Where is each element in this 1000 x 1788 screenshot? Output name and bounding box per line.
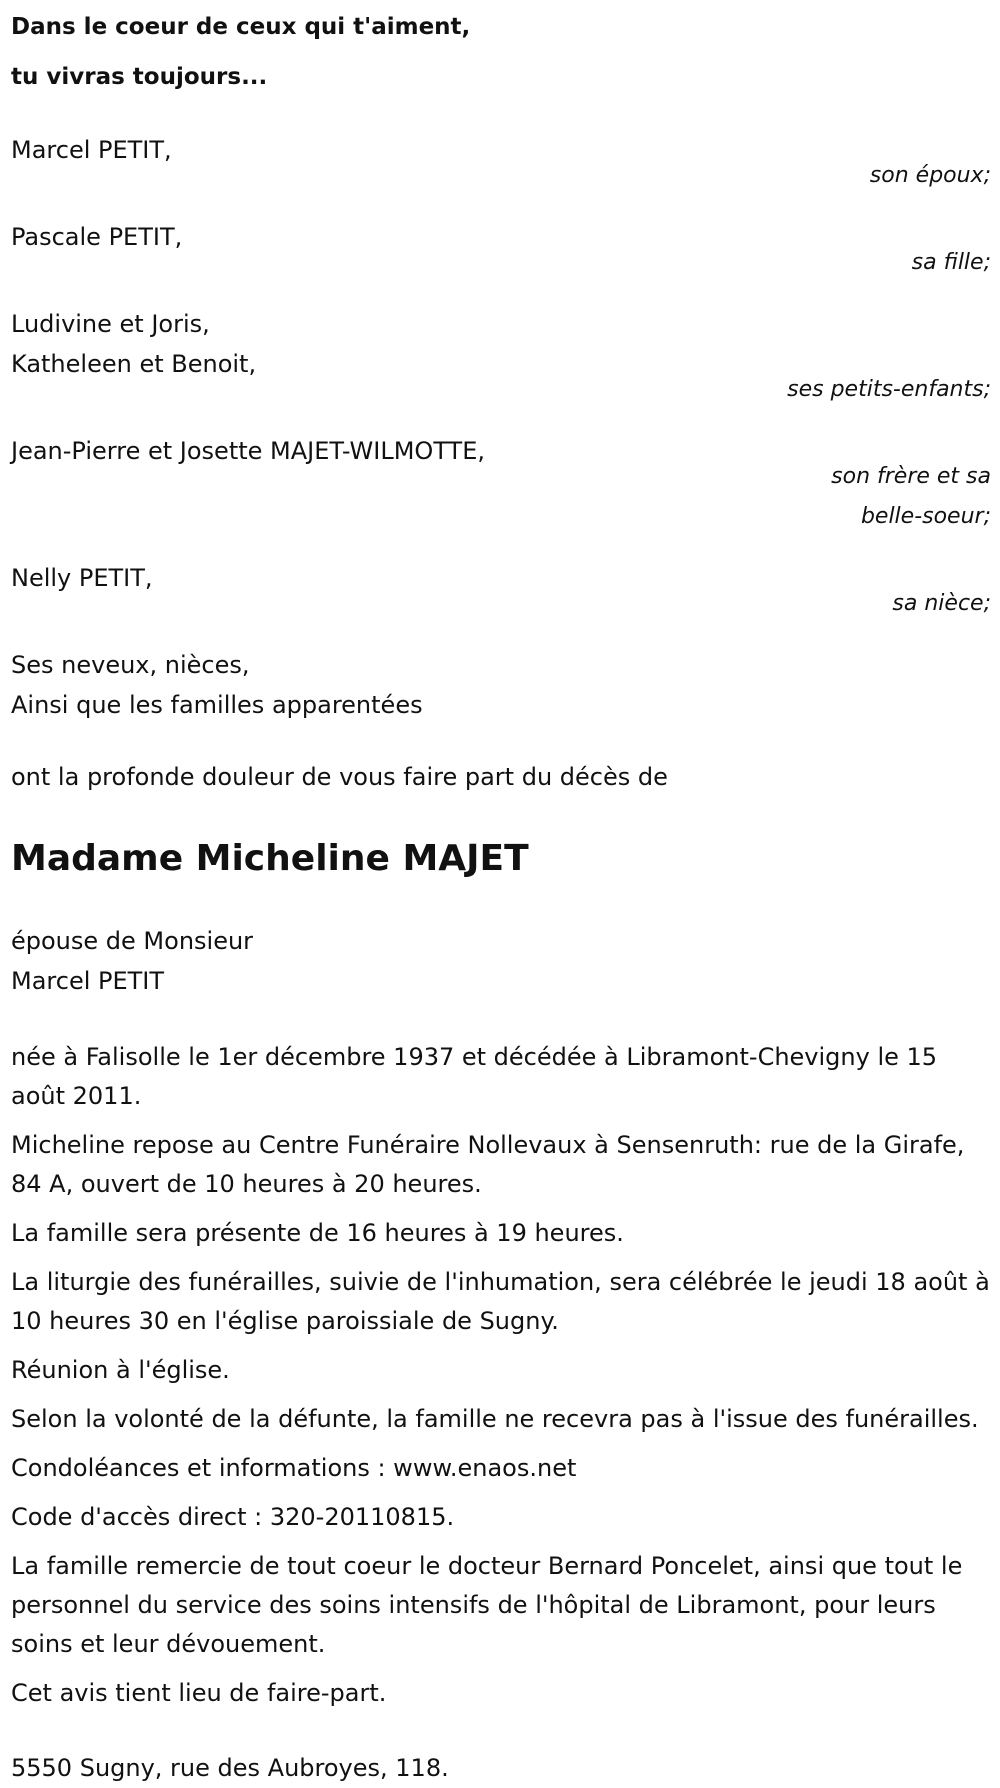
motto-line-2: tu vivras toujours...	[11, 64, 268, 90]
family-entry	[11, 130, 991, 196]
relation-text: son frère et sa	[831, 464, 991, 489]
funeral-paragraph: La liturgie des funérailles, suivie de l'inhumation, sera célébrée le jeudi 18 août à 10 heures 30 en l'église paroissiale de Sugny.	[11, 1268, 990, 1335]
wishes-paragraph: Selon la volonté de la défunte, la famille ne recevra pas à l'issue des funérailles.	[11, 1405, 979, 1433]
access-code-paragraph: Code d'accès direct : 320-20110815.	[11, 1503, 455, 1531]
relation-text: belle-soeur;	[860, 504, 991, 529]
motto	[11, 2, 991, 102]
thanks-paragraph: La famille remercie de tout coeur le docteur Bernard Poncelet, ainsi que tout le personnel du service des soins intensifs de l'hôpital de Libramont, pour leurs soins et leur dévouement.	[11, 1552, 963, 1658]
family-list	[11, 130, 991, 725]
family-name: Katheleen et Benoit,	[11, 350, 257, 378]
motto-line-1: Dans le coeur de ceux qui t'aiment,	[11, 14, 471, 40]
family-entry	[11, 217, 991, 283]
family-relation	[591, 457, 991, 537]
family-name: Nelly PETIT,	[11, 564, 153, 592]
birth-death-paragraph: née à Falisolle le 1er décembre 1937 et décédée à Libramont-Chevigny le 15 août 2011.	[11, 1043, 938, 1110]
announcement: ont la profonde douleur de vous faire part du décès de	[11, 763, 668, 791]
condolences-paragraph: Condoléances et informations : www.enaos.net	[11, 1454, 577, 1482]
rest-location-paragraph: Micheline repose au Centre Funéraire Nollevaux à Sensenruth: rue de la Girafe, 84 A, ouvert de 10 heures à 20 heures.	[11, 1131, 965, 1198]
family-relation	[591, 243, 991, 283]
family-presence-paragraph: La famille sera présente de 16 heures à 19 heures.	[11, 1219, 624, 1247]
notice-paragraph: Cet avis tient lieu de faire-part.	[11, 1679, 387, 1707]
family-relation	[591, 370, 991, 410]
family-relation	[591, 584, 991, 624]
relation-text: ses petits-enfants;	[787, 377, 991, 402]
family-name: Pascale PETIT,	[11, 223, 183, 251]
details	[11, 1038, 991, 1713]
other-relatives-line-1: Ses neveux, nièces,	[11, 651, 250, 679]
family-entry	[11, 431, 991, 537]
relation-text: son époux;	[869, 163, 991, 188]
other-relatives	[11, 645, 991, 725]
meeting-paragraph: Réunion à l'église.	[11, 1356, 230, 1384]
spouse-line-2: Marcel PETIT	[11, 967, 165, 995]
family-entry	[11, 304, 991, 410]
spouse-line-1: épouse de Monsieur	[11, 927, 254, 955]
relation-text: sa nièce;	[892, 591, 991, 616]
family-relation	[591, 156, 991, 196]
family-name: Marcel PETIT,	[11, 136, 172, 164]
obituary-notice	[11, 0, 991, 1788]
relation-text: sa fille;	[911, 250, 991, 275]
address: 5550 Sugny, rue des Aubroyes, 118.	[11, 1754, 449, 1782]
other-relatives-line-2: Ainsi que les familles apparentées	[11, 691, 423, 719]
deceased-name: Madame Micheline MAJET	[11, 838, 529, 879]
family-name: Ludivine et Joris,	[11, 310, 210, 338]
family-name: Jean-Pierre et Josette MAJET-WILMOTTE,	[11, 437, 486, 465]
family-entry	[11, 558, 991, 624]
spouse-info	[11, 921, 991, 1001]
